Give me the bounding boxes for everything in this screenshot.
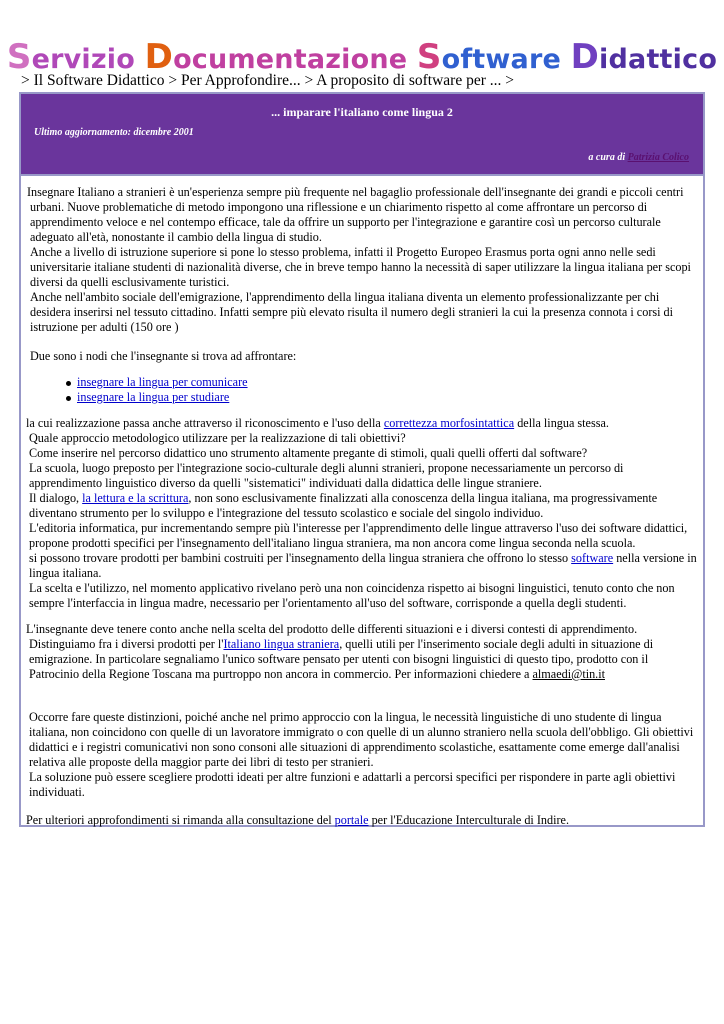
site-logo bbox=[0, 37, 724, 77]
email-link[interactable]: almaedi@tin.it bbox=[532, 667, 605, 681]
page-title: ... imparare l'italiano come lingua 2 bbox=[271, 105, 453, 119]
paragraph-teacher: L'insegnante deve tenere conto anche nella scelta del prodotto delle differenti situazioni e i diversi contesti di apprendimento. bbox=[26, 622, 638, 636]
link-study[interactable]: insegnare la lingua per studiare bbox=[77, 390, 230, 404]
paragraph-products: Distinguiamo fra i diversi prodotti per l'Italiano lingua straniera, quelli utili per l'inserimento sociale degli adulti in situazione di emigrazione. In particolare segnaliamo l'unico software pensato per utenti con bisogni linguistici di questo tipo, prodotto con il Patrocinio della Regione Toscana ma purtroppo non ancora in commercio. Per informazioni chiedere a almaedi@tin.it bbox=[29, 637, 654, 681]
intro-sentence-2: Anche a livello di istruzione superiore si pone lo stesso problema, infatti il Progetto Europeo Erasmus porta ogni anno nelle sedi universitarie italiane studenti di nazionalità diverse, che in breve tempo hanno la necessità di saper utilizzare la lingua italiana per scopi diversi da quelli esclusivamente turistici. bbox=[30, 245, 691, 289]
article-frame bbox=[19, 92, 705, 827]
paragraph-school: La scuola, luogo preposto per l'integrazione socio-culturale degli alunni stranieri, propone necessariamente un percorso di apprendimento linguistico diverso da quelli "sistematici" individuati dalla didattica delle lingue straniere. Il dialogo, la lettura e la scrittura, non sono esclusivamente finalizzati alla conoscenza della lingua italiana, ma progressivamente diventano strumento per lo sviluppo e l'integrazione del tessuto scolastico e sociale del singolo individuo. L'editoria informatica, pur incrementando sempre più l'interesse per l'apprendimento delle lingue attraverso l'uso dei software didattici, propone prodotti specifici per l'insegnamento dell'italiano lingua straniera, ma non ancora come lingua seconda nella scuola. si possono trovare prodotti per bambini costruiti per l'insegnamento della lingua straniera che offrono lo stesso software nella versione in lingua italiana. La scelta e l'utilizzo, nel momento applicativo rivelano però una non coincidenza rispetto ai bisogni linguistici, tenuto conto che non sempre l'interfaccia in lingua madre, necessario per l'orientamento all'uso del software, corrisponde a quella degli studenti. bbox=[29, 461, 697, 610]
article-body bbox=[26, 185, 699, 828]
breadcrumb[interactable]: > Il Software Didattico > Per Approfondire... > A proposito di software per ... > bbox=[21, 72, 514, 89]
paragraph-intro bbox=[26, 185, 699, 335]
logo-word-documentazione: Documentazione bbox=[144, 37, 408, 77]
link-italiano-lingua-straniera[interactable]: Italiano lingua straniera bbox=[223, 637, 340, 651]
link-portale[interactable]: portale bbox=[334, 813, 369, 827]
paragraph-distinctions: Occorre fare queste distinzioni, poiché anche nel primo approccio con la lingua, le necessità linguistiche di uno studente di lingua italiana, non coincidono con quelle di un lavoratore immigrato o con quelle di un alunno straniero nella scuola dell'obbligo. Gli obiettivi didattici e i registri comunicativi non sono consoni alle situazioni di apprendimento scolastiche, esattamente come emerge dall'analisi relativa alle proposte della maggior parte dei libri di testo per stranieri. La soluzione può essere scegliere prodotti ideati per altre funzioni e adattarli a percorsi specifici per rispondere in parte agli obiettivi individuati. bbox=[29, 710, 694, 799]
link-correttezza[interactable]: correttezza morfosintattica bbox=[383, 416, 515, 430]
paragraph-further: Per ulteriori approfondimenti si rimanda alla consultazione del portale per l'Educazione Interculturale di Indire. bbox=[26, 813, 570, 827]
list-item bbox=[64, 390, 699, 405]
link-communicate[interactable]: insegnare la lingua per comunicare bbox=[77, 375, 248, 389]
logo-word-didattico: Didattico bbox=[570, 37, 718, 77]
logo-word-servizio: Servizio bbox=[6, 37, 136, 77]
link-software[interactable]: software bbox=[571, 551, 614, 565]
intro-sentence-3: Anche nell'ambito sociale dell'emigrazione, l'apprendimento della lingua italiana diventa un elemento professionalizzante per chi desidera inserirsi nel tessuto cittadino. Infatti sempre più elevato risulta il numero degli stranieri la cui la presenza connota i corsi di istruzione per adulti (150 ore ) bbox=[30, 290, 674, 334]
intro-sentence-1: Insegnare Italiano a stranieri è un'esperienza sempre più frequente nel bagaglio professionale dell'insegnante dei grandi e piccoli centri urbani. Nuove problematiche di metodo impongono una riflessione e un chiarimento rispetto al come affrontare un percorso di apprendimento veloce e nel contempo efficace, tale da offrire un supporto per l'integrazione e garantire così un percorso culturale adeguato all'età, nonostante il cambio della lingua di studio. bbox=[27, 185, 684, 244]
curator-link[interactable]: Patrizia Colico bbox=[627, 152, 689, 163]
link-lettura-scrittura[interactable]: la lettura e la scrittura bbox=[82, 491, 189, 505]
paragraph-nodes: Due sono i nodi che l'insegnante si trova ad affrontare: bbox=[30, 349, 297, 363]
nodes-list bbox=[64, 375, 699, 405]
article-header bbox=[21, 94, 703, 176]
last-updated: Ultimo aggiornamento: dicembre 2001 bbox=[34, 127, 194, 138]
list-item bbox=[64, 375, 699, 390]
logo-word-software: Software bbox=[416, 37, 561, 77]
paragraph-method: la cui realizzazione passa anche attraverso il riconoscimento e l'uso della correttezza morfosintattica della lingua stessa. Quale approccio metodologico utilizzare per la realizzazione di tali obiettivi? Come inserire nel percorso didattico uno strumento altamente pregante di stimoli, quali quelli offerti dal software? bbox=[26, 416, 609, 460]
curator-credit: a cura di Patrizia Colico bbox=[588, 152, 689, 163]
